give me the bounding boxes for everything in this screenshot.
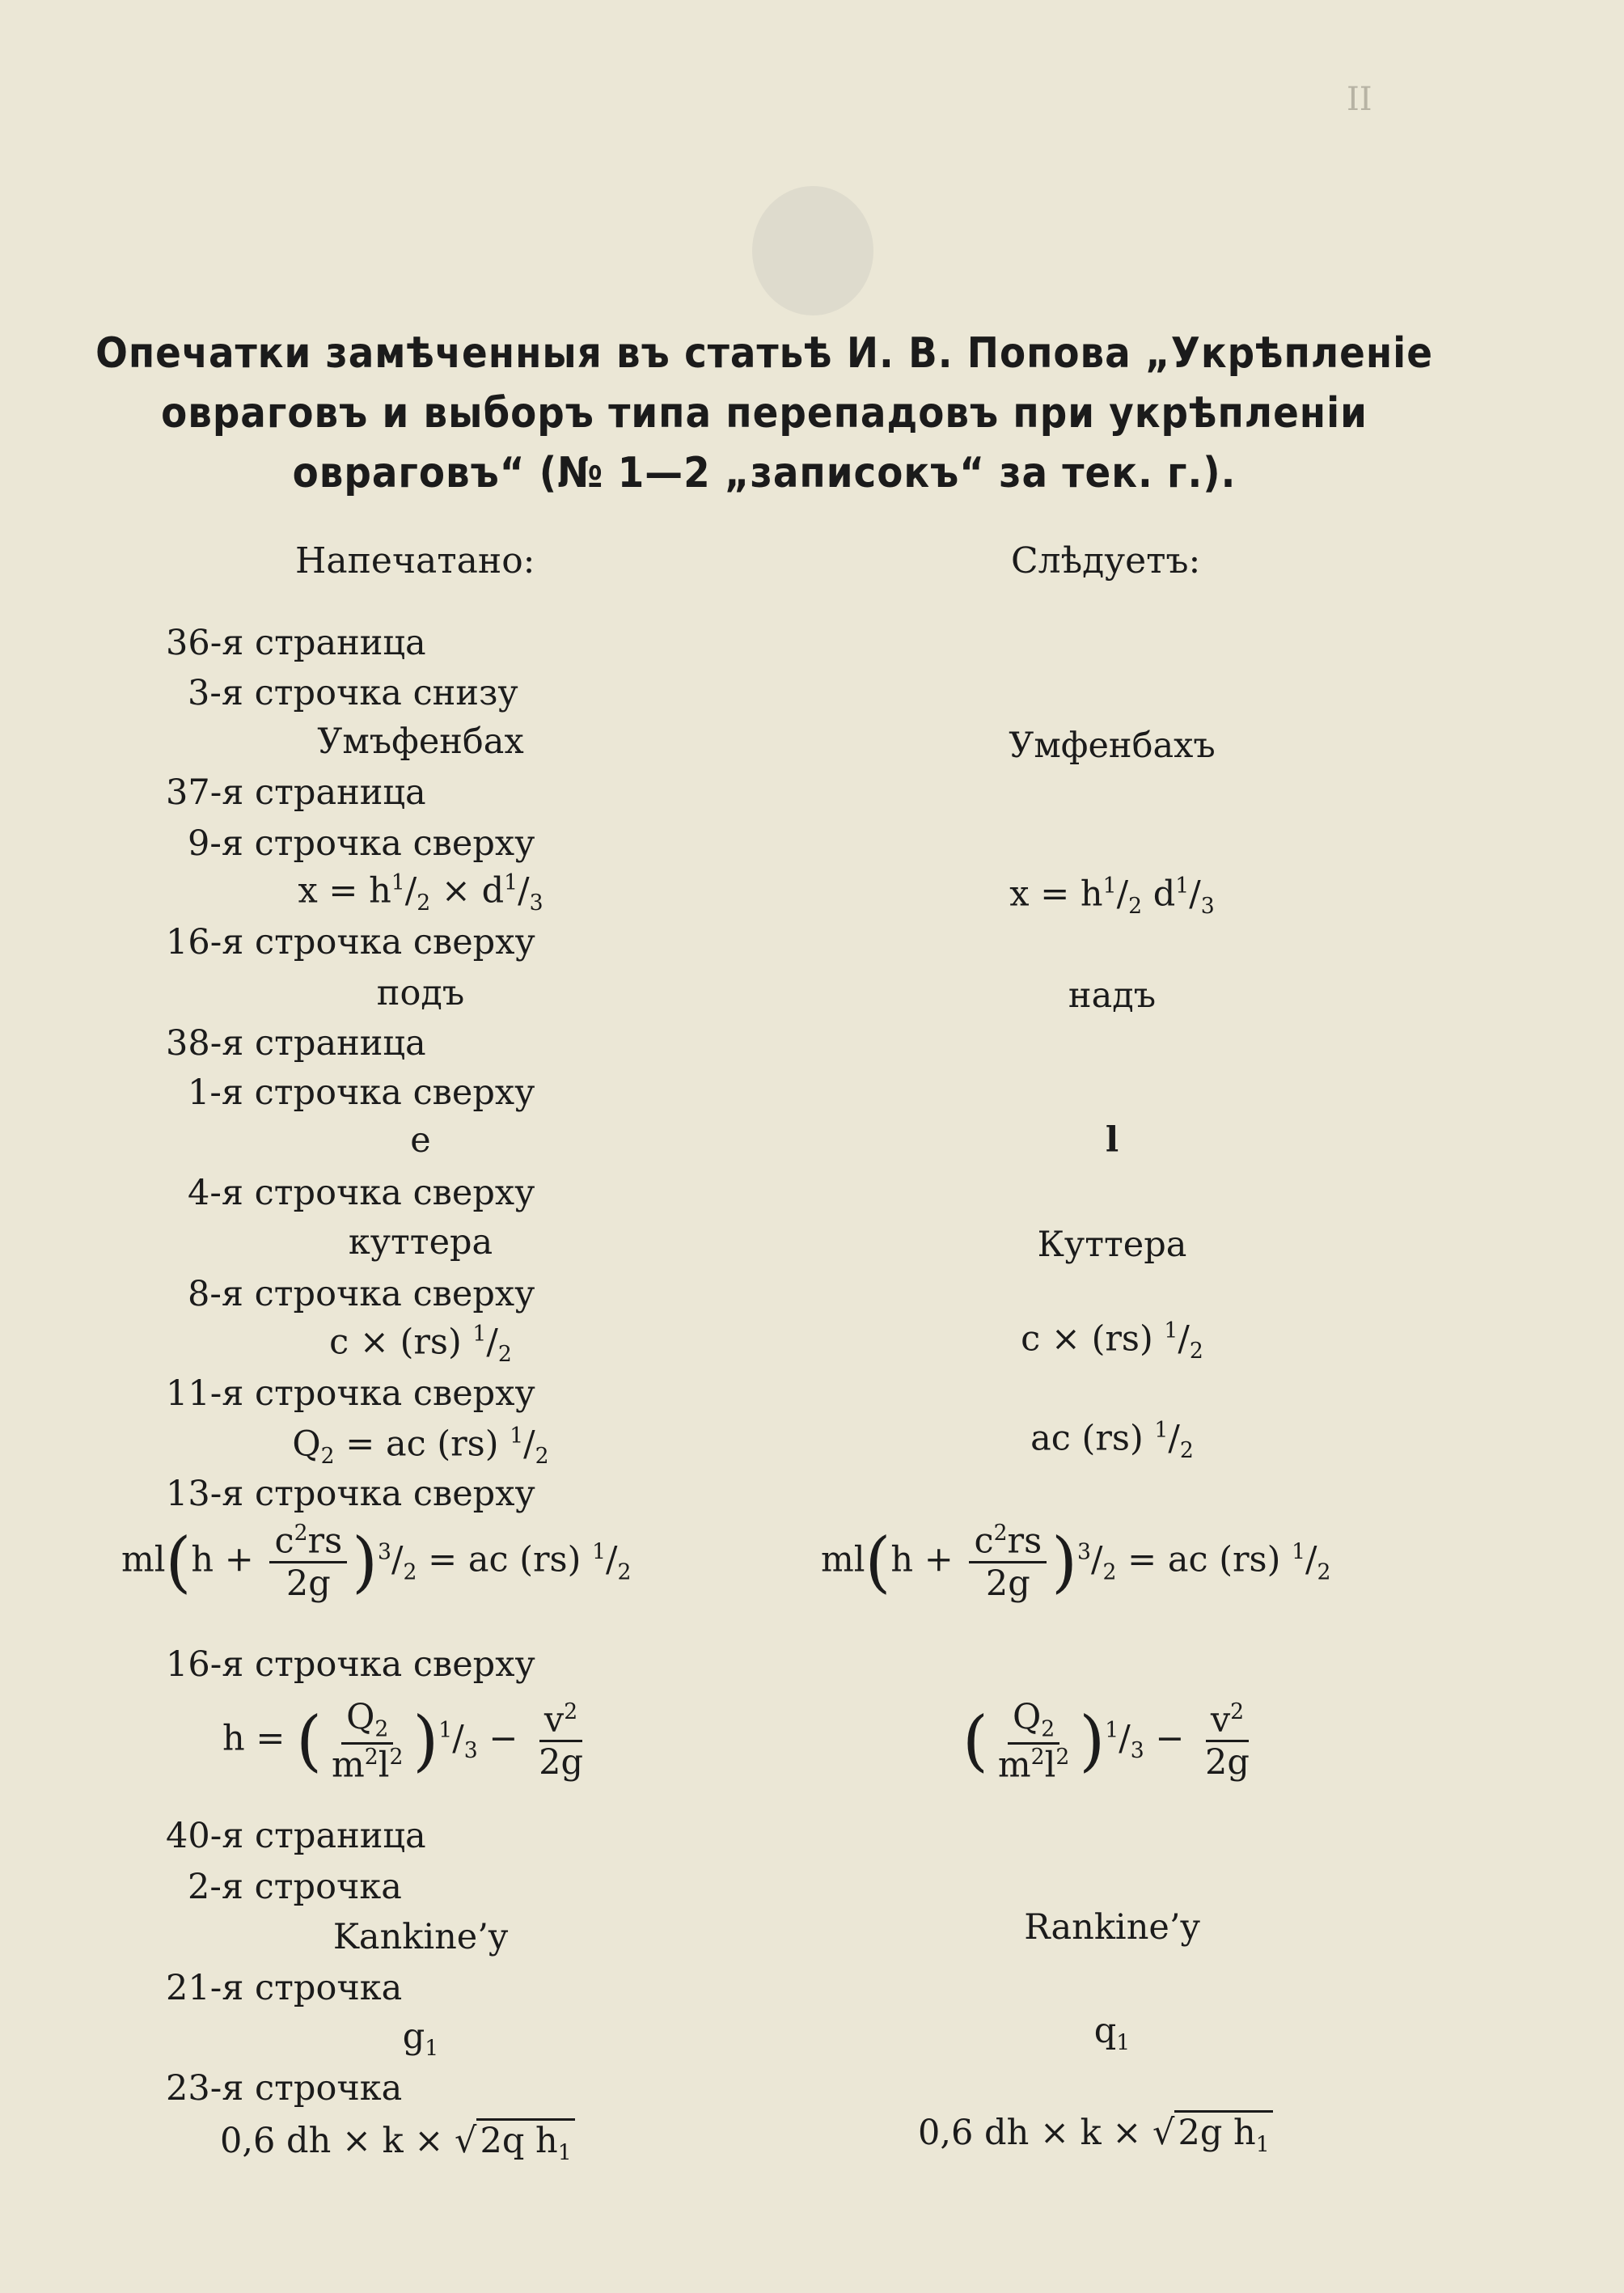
printed-text: e xyxy=(410,1120,431,1161)
errata-label: 21-я строчка xyxy=(166,1968,403,2008)
printed-formula: h = ( $\frac{Q_2}{m^2l^2}$ )$^1/_3$ − $\frac{v^2}{2g}$ xyxy=(222,1697,583,1785)
correct-formula: $x = h^1/_2$ $d^1/_3$ xyxy=(1009,874,1215,919)
page-title: Опечатки замѣченныя въ статьѣ И. В. Попова „Укрѣпленіе овраговъ и выборъ типа перепадовъ при укрѣпленіи овраговъ“ (№ 1—2 „записокъ“ за тек. г.). xyxy=(95,329,1433,497)
correct-text: Умфенбахъ xyxy=(1009,726,1216,766)
correct-symbol xyxy=(869,2011,1355,2056)
correct-formula: ( $\frac{Q_2}{m^2l^2}$ )$^1/_3$ − $\frac{v^2}{2g}$ xyxy=(962,1697,1250,1785)
printed-text: подъ xyxy=(376,973,465,1013)
errata-label: 8-я строчка сверху xyxy=(188,1274,535,1314)
printed-column-heading: Напечатано: xyxy=(295,540,535,582)
correct-symbol-base: q xyxy=(1093,2011,1117,2051)
errata-label: 38-я страница xyxy=(166,1023,426,1064)
errata-label: 1-я строчка сверху xyxy=(188,1072,535,1113)
printed-formula: c × (rs) $^1/_2$ xyxy=(329,1322,512,1367)
correct-formula: ac (rs) $^1/_2$ xyxy=(1030,1418,1194,1463)
correct-formula: c × (rs) $^1/_2$ xyxy=(1021,1318,1203,1364)
printed-text: Умъфенбах xyxy=(317,721,524,762)
errata-label: 11-я строчка сверху xyxy=(166,1373,535,1414)
page-number: II xyxy=(1347,81,1372,118)
printed-text: куттера xyxy=(348,1222,493,1263)
correct-text: l xyxy=(1105,1120,1119,1161)
errata-label: 13-я строчка сверху xyxy=(166,1474,535,1514)
should-column-heading: Слѣдуетъ: xyxy=(1011,540,1201,582)
errata-label: 16-я строчка сверху xyxy=(166,1644,535,1685)
printed-symbol-sub: 1 xyxy=(425,2036,439,2062)
printed-formula: $x = h^1/_2 \times d^1/_3$ xyxy=(298,870,543,916)
correct-symbol-sub: 1 xyxy=(1116,2030,1131,2056)
errata-label: 40-я страница xyxy=(166,1816,426,1856)
errata-label: 4-я строчка сверху xyxy=(188,1173,535,1213)
errata-label: 23-я строчка xyxy=(166,2068,403,2109)
errata-label: 2-я строчка xyxy=(188,1867,402,1907)
printed-formula: 0,6 dh × k × √2q $h_1$ xyxy=(220,2121,575,2166)
printed-text: Kankine’y xyxy=(332,1917,509,1957)
correct-text: Rankine’y xyxy=(1024,1907,1200,1948)
bleed-through-seal xyxy=(752,186,873,315)
errata-label: 37-я страница xyxy=(166,772,426,813)
errata-label: 3-я строчка снизу xyxy=(188,673,518,713)
correct-text: Куттера xyxy=(1037,1225,1187,1265)
printed-symbol-base: g xyxy=(402,2016,425,2057)
errata-label: 9-я строчка сверху xyxy=(188,823,535,864)
correct-formula: 0,6 dh × k × √2g $h_1$ xyxy=(918,2113,1273,2158)
errata-label: 36-я страница xyxy=(166,623,426,663)
errata-label: 16-я строчка сверху xyxy=(166,922,535,962)
correct-formula: ml(h + $\frac{c^2rs}{2g}$ )$^3/_2$ = ac (rs) $^1/_2$ xyxy=(821,1521,1331,1605)
printed-formula: ml(h + $\frac{c^2rs}{2g}$ )$^3/_2$ = ac (rs) $^1/_2$ xyxy=(121,1521,632,1605)
printed-symbol xyxy=(178,2016,663,2062)
printed-formula: $Q_2$ = ac (rs) $^1/_2$ xyxy=(292,1424,549,1469)
correct-text: надъ xyxy=(1068,975,1157,1016)
